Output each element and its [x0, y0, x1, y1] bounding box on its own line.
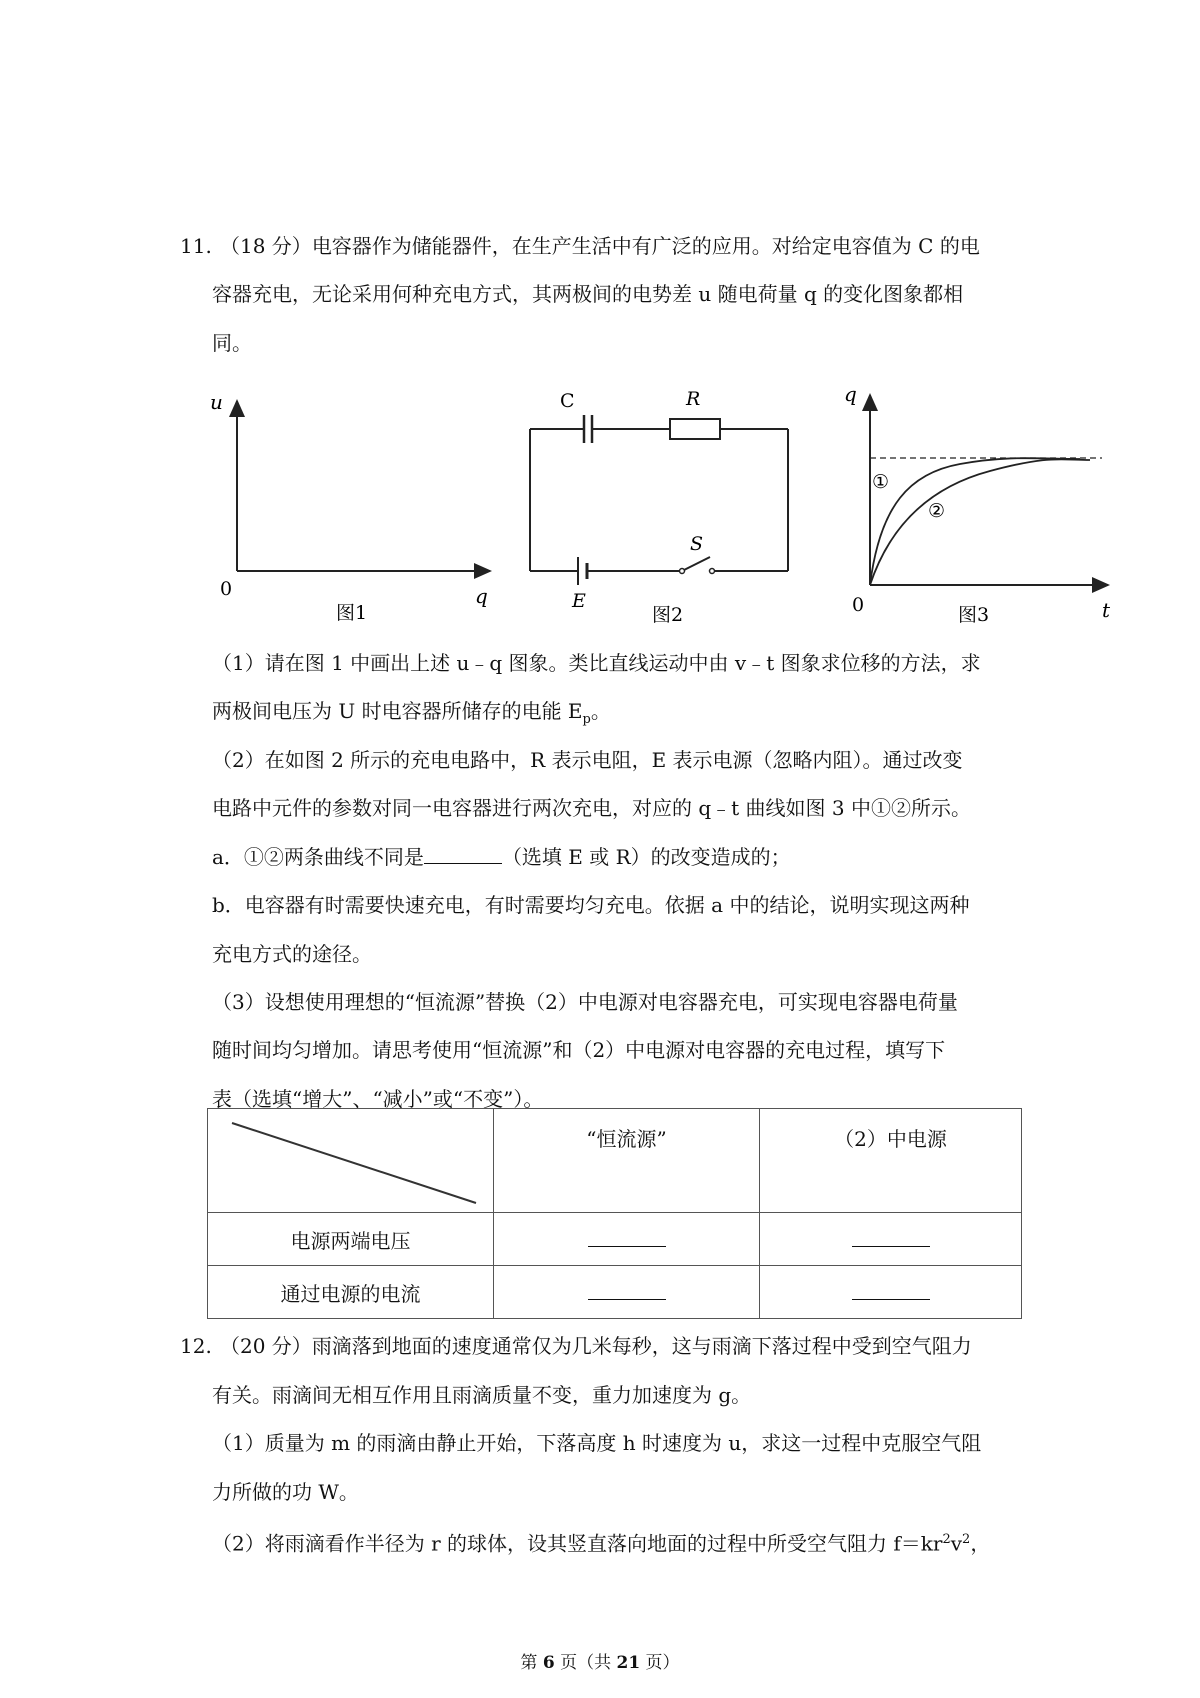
question-number: 12.: [180, 1334, 212, 1358]
x-axis-label: q: [475, 584, 488, 608]
answer-table: [207, 1108, 1022, 1319]
switch-label: S: [690, 533, 704, 555]
subquestion-1-line: 力所做的功 W。: [212, 1480, 359, 1504]
page-footer: 第 6 页（共 21 页）: [520, 1653, 680, 1673]
question-intro-line: 容器充电，无论采用何种充电方式，其两极间的电势差 u 随电荷量 q 的变化图象都相: [212, 282, 964, 306]
subquestion-a-line: a．①②两条曲线不同是 （选填 E 或 R）的改变造成的；: [212, 845, 791, 869]
subquestion-3-line: 表（选填“增大”、“减小”或“不变”）。: [212, 1087, 544, 1111]
question-score: （20 分）: [220, 1334, 312, 1358]
diagonal-line: [208, 1109, 493, 1213]
subquestion-2-line: （2）在如图 2 所示的充电电路中，R 表示电阻，E 表示电源（忽略内阻）。通过改变: [212, 748, 963, 772]
resistor: [670, 419, 720, 439]
question-number: 11.: [180, 234, 212, 258]
question-intro-line: 有关。雨滴间无相互作用且雨滴质量不变，重力加速度为 g。: [212, 1383, 752, 1407]
figure-caption: 图2: [652, 604, 684, 625]
resistor-label: R: [686, 388, 701, 410]
column-header: “恒流源”: [494, 1109, 760, 1213]
figure-2-circuit: [520, 385, 820, 625]
question-score: （18 分）: [220, 234, 312, 258]
figure-1-uq-axes: [200, 385, 500, 625]
y-axis-label: q: [844, 385, 857, 406]
answer-blank[interactable]: [852, 1226, 930, 1247]
subquestion-b-line: b．电容器有时需要快速充电，有时需要均匀充电。依据 a 中的结论，说明实现这两种: [212, 893, 970, 917]
curve-2: [870, 459, 1090, 585]
diagonal-header-cell: [208, 1109, 494, 1213]
source-label: E: [572, 590, 586, 612]
y-axis-label: u: [210, 390, 223, 414]
subquestion-2-line: 电路中元件的参数对同一电容器进行两次充电，对应的 q﹣t 曲线如图 3 中①②所示。: [212, 796, 971, 820]
origin-label: 0: [852, 594, 865, 616]
answer-blank[interactable]: [852, 1279, 930, 1300]
answer-blank[interactable]: [588, 1279, 666, 1300]
subquestion-3-line: （3）设想使用理想的“恒流源”替换（2）中电源对电容器充电，可实现电容器电荷量: [212, 990, 958, 1014]
answer-cell[interactable]: [760, 1266, 1022, 1319]
curve-1-label: ①: [872, 471, 890, 493]
figure-3-qt-curves: [840, 385, 1120, 625]
switch: [684, 557, 710, 570]
subquestion-1-line: （1）质量为 m 的雨滴由静止开始，下落高度 h 时速度为 u，求这一过程中克服空气阻: [212, 1431, 982, 1455]
question-intro-line: （20 分）雨滴落到地面的速度通常仅为几米每秒，这与雨滴下落过程中受到空气阻力: [220, 1334, 972, 1358]
question-intro-line: （18 分）电容器作为储能器件，在生产生活中有广泛的应用。对给定电容值为 C 的电: [220, 234, 980, 258]
subquestion-1-line: 两极间电压为 U 时电容器所储存的电能 $E_p$。: [212, 699, 611, 727]
row-header: 通过电源的电流: [208, 1266, 494, 1319]
origin-label: 0: [220, 578, 233, 600]
figure-caption: 图3: [958, 604, 990, 625]
question-intro-line: 同。: [212, 331, 252, 355]
answer-blank[interactable]: [424, 843, 502, 864]
capacitor-label: C: [560, 390, 575, 412]
answer-cell[interactable]: [494, 1213, 760, 1266]
curve-1: [870, 458, 1080, 585]
subquestion-b-line: 充电方式的途径。: [212, 942, 372, 966]
answer-cell[interactable]: [494, 1266, 760, 1319]
subquestion-3-line: 随时间均匀增加。请思考使用“恒流源”和（2）中电源对电容器的充电过程，填写下: [212, 1038, 946, 1062]
subquestion-1-line: （1）请在图 1 中画出上述 u﹣q 图象。类比直线运动中由 v﹣t 图象求位移的方法，求: [212, 651, 981, 675]
curve-2-label: ②: [928, 500, 946, 522]
figure-caption: 图1: [336, 602, 368, 624]
row-header: 电源两端电压: [208, 1213, 494, 1266]
column-header: （2）中电源: [760, 1109, 1022, 1213]
answer-blank[interactable]: [588, 1226, 666, 1247]
subquestion-2-line: （2）将雨滴看作半径为 r 的球体，设其竖直落向地面的过程中所受空气阻力 $f=kr^2v^2$，: [212, 1531, 991, 1556]
x-axis-label: t: [1102, 598, 1111, 622]
page-total: 21: [616, 1653, 641, 1673]
answer-cell[interactable]: [760, 1213, 1022, 1266]
page-number: 6: [542, 1653, 555, 1673]
